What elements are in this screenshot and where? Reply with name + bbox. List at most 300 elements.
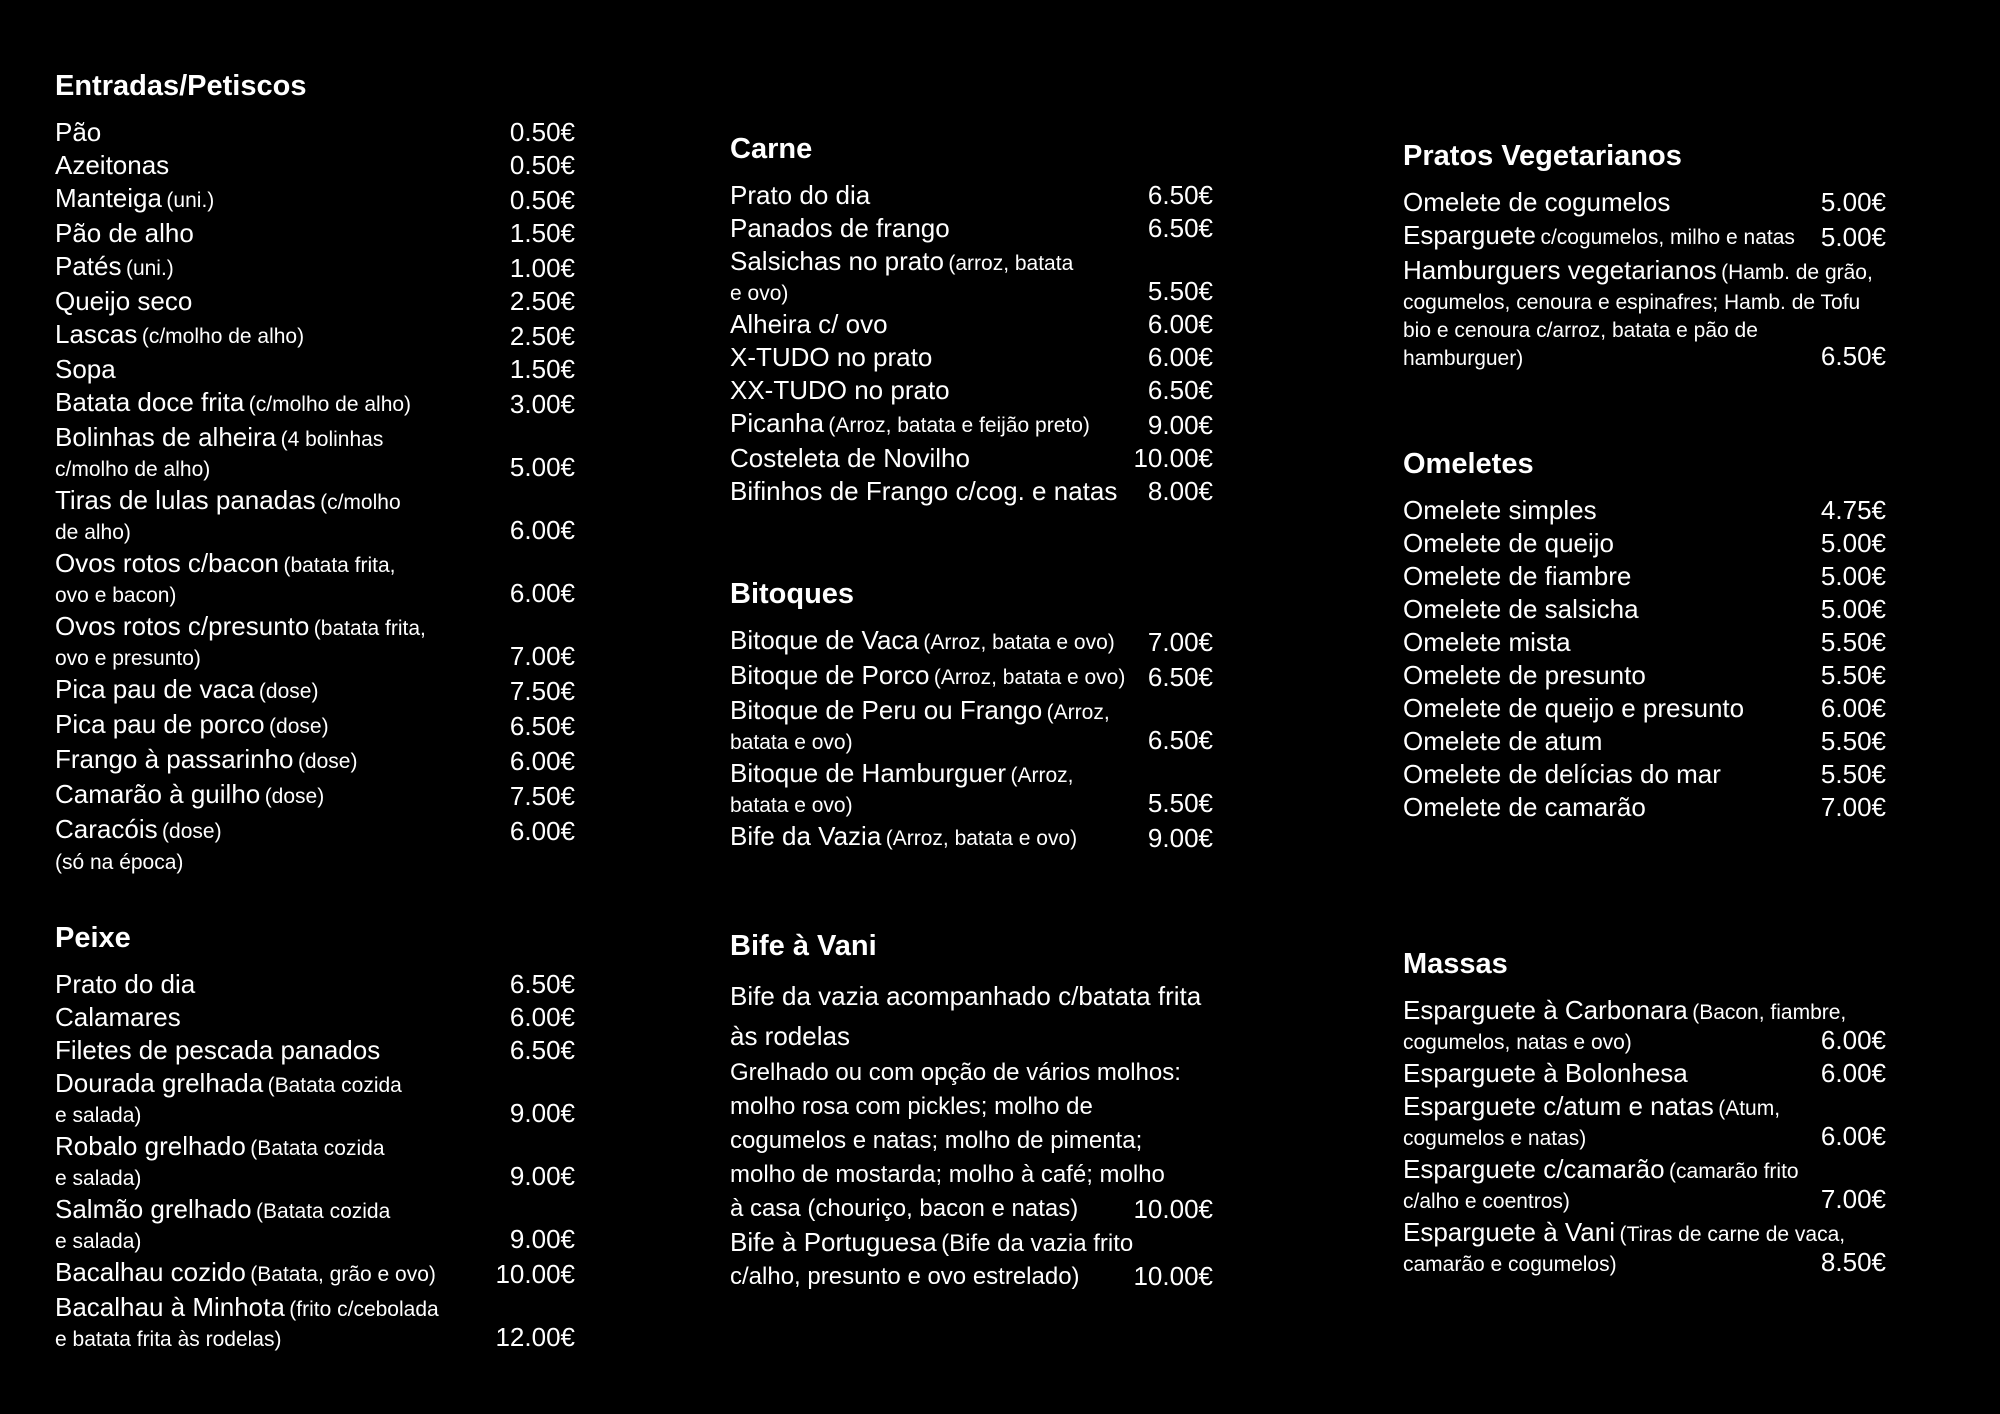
item-name: Lascas [55,319,138,349]
item-price: 7.00€ [1147,627,1213,657]
menu-item [730,694,1213,757]
item-label [55,217,502,250]
item-label [1403,560,1813,593]
item-note-line: de alho) [55,521,131,544]
menu-item [1403,626,1886,659]
item-price: 10.00€ [1133,1194,1213,1224]
item-label [1403,659,1813,692]
item-name: Bitoque de Hamburguer [730,758,1007,788]
item-price: 6.50€ [509,711,575,741]
item-price: 6.50€ [1147,213,1213,243]
item-price: 8.50€ [1820,1247,1886,1277]
item-name: Omelete de fiambre [1403,561,1632,591]
item-label [1403,219,1813,254]
menu-item [730,820,1213,855]
item-label [730,212,1140,245]
item-name: Picanha [730,408,824,438]
item-name: Pica pau de vaca [55,674,255,704]
item-name: Bife à Portuguesa [730,1227,937,1257]
section-entradas-petiscos [55,70,575,878]
item-note: (Batata cozida [267,1074,402,1097]
item-name: Pica pau de porco [55,709,265,739]
item-note: (Batata, grão e ovo) [250,1263,436,1286]
item-label [730,757,1140,820]
item-price: 9.00€ [1147,410,1213,440]
section-bitoques [730,578,1213,855]
section-title: Omeletes [1403,448,1534,480]
item-label [55,968,502,1001]
section-items [55,116,575,878]
item-note-line: batata e ovo) [730,794,853,817]
item-price: 7.50€ [509,676,575,706]
item-label [1403,692,1813,725]
item-price: 5.00€ [1820,561,1886,591]
menu-item [55,1067,575,1130]
item-name: Prato do dia [730,180,871,210]
menu-item [1403,659,1886,692]
menu-item [730,245,1213,308]
item-name-line: às rodelas [730,1021,850,1051]
item-label [55,708,502,743]
item-name: Esparguete c/atum e natas [1403,1091,1714,1121]
section-title: Peixe [55,922,131,954]
menu-item [730,976,1213,1056]
item-note-line: molho de mostarda; molho à café; molho [730,1161,1165,1188]
item-label [1403,593,1813,626]
menu-item [55,1130,575,1193]
item-name: Patés [55,251,122,281]
item-price: 6.00€ [509,746,575,776]
item-name: Prato do dia [55,969,196,999]
item-name: Omelete de queijo [1403,528,1615,558]
item-note: (Tiras de carne de vaca, [1619,1223,1846,1246]
item-label [1403,494,1813,527]
item-label [55,116,502,149]
menu-item [1403,1216,1886,1279]
item-note-line: molho rosa com pickles; molho de [730,1093,1093,1120]
menu-item [730,308,1213,341]
menu-item [55,116,575,149]
item-price: 6.50€ [1147,375,1213,405]
item-name: Dourada grelhada [55,1068,264,1098]
item-label [1403,1057,1813,1090]
item-price: 5.50€ [1147,788,1213,818]
item-note-line: bio e cenoura c/arroz, batata e pão de [1403,319,1758,342]
item-note: (dose) [269,715,329,738]
item-name: Salmão grelhado [55,1194,252,1224]
item-label [55,285,502,318]
section-title: Pratos Vegetarianos [1403,140,1682,172]
item-label [55,1256,487,1291]
item-note: (Arroz, [1010,764,1074,787]
item-label [1403,1216,1846,1279]
menu-item [730,757,1213,820]
menu-item [730,475,1213,508]
item-price: 5.00€ [1820,222,1886,252]
item-label [730,694,1140,757]
menu-item [55,217,575,250]
item-note-line: à casa (chouriço, bacon e natas) [730,1195,1079,1222]
item-note: (arroz, batata [948,252,1074,275]
item-note: (Hamb. de grão, [1721,261,1873,284]
item-note-line: c/molho de alho) [55,458,211,481]
item-note: (dose) [297,750,358,773]
menu-item [1403,593,1886,626]
item-price: 0.50€ [509,185,575,215]
item-price: 12.00€ [495,1322,575,1352]
item-note: (batata frita, [283,554,396,577]
item-price: 10.00€ [1133,1261,1213,1291]
item-note: (Atum, [1718,1097,1781,1120]
item-label [730,179,1140,212]
menu-item [55,250,575,285]
section-items [730,179,1213,508]
item-label [55,1193,502,1256]
item-price: 6.50€ [509,969,575,999]
menu-item [730,1226,1213,1293]
menu-item [55,421,575,484]
item-label [730,976,1213,1056]
menu-item [55,353,575,386]
menu-item [55,1034,575,1067]
item-note-line: cogumelos e natas; molho de pimenta; [730,1127,1143,1154]
item-label [55,484,502,547]
item-label [730,245,1140,308]
item-label [55,673,502,708]
item-note: (c/molho de alho) [141,325,305,348]
item-note: (camarão frito [1669,1160,1799,1183]
item-label [1403,758,1813,791]
item-price: 1.00€ [509,253,575,283]
item-label [1403,791,1813,824]
item-name: Batata doce frita [55,387,245,417]
menu-item [1403,994,1886,1057]
item-price: 6.50€ [1147,725,1213,755]
item-price: 9.00€ [1147,823,1213,853]
item-note-line: e salada) [55,1167,142,1190]
item-note-line: batata e ovo) [730,731,853,754]
item-note: (uni.) [166,189,215,212]
item-label [55,386,502,421]
section-title: Entradas/Petiscos [55,70,307,102]
menu-item [730,212,1213,245]
item-price: 1.50€ [509,354,575,384]
item-name: Bacalhau à Minhota [55,1292,285,1322]
item-note-line: camarão e cogumelos) [1403,1253,1617,1276]
item-price: 5.00€ [1820,187,1886,217]
menu-item [55,1291,575,1354]
item-note: (dose) [264,785,325,808]
item-price: 5.50€ [1820,726,1886,756]
menu-item [55,285,575,318]
item-note-line: hamburguer) [1403,347,1524,370]
item-label [1403,186,1813,219]
item-price: 5.50€ [1820,759,1886,789]
item-note: (Bife da vazia frito [941,1230,1134,1257]
item-label [55,610,502,673]
item-label [55,813,502,848]
item-name: Filetes de pescada panados [55,1035,381,1065]
item-note: (Arroz, [1046,701,1110,724]
menu-item [730,341,1213,374]
item-label [55,318,502,353]
item-price: 3.00€ [509,389,575,419]
menu-item [55,1001,575,1034]
menu-item [1403,527,1886,560]
item-note-line: e ovo) [730,282,789,305]
item-label [55,1291,487,1354]
item-name: Pão [55,117,102,147]
menu-item [1403,494,1886,527]
item-price: 5.50€ [1147,276,1213,306]
item-name: Bitoque de Peru ou Frango [730,695,1043,725]
menu-item [55,610,575,673]
item-name: Caracóis [55,814,158,844]
item-price: 2.50€ [509,286,575,316]
menu-item [730,659,1213,694]
item-note: (Batata cozida [256,1200,391,1223]
item-name: Omelete de salsicha [1403,594,1639,624]
menu-item [55,1193,575,1256]
menu-item [55,182,575,217]
section-title: Bife à Vani [730,930,877,962]
item-name: Ovos rotos c/bacon [55,548,279,578]
item-price: 5.00€ [509,452,575,482]
section-massas [1403,948,1886,1279]
item-label [730,659,1140,694]
item-price: 2.50€ [509,321,575,351]
item-name: Omelete mista [1403,627,1571,657]
item-name: Esparguete c/camarão [1403,1154,1665,1184]
item-name: Bifinhos de Frango c/cog. e natas [730,476,1118,506]
menu-item [55,386,575,421]
item-note-line: e salada) [55,1230,142,1253]
item-price: 1.50€ [509,218,575,248]
item-name: Panados de frango [730,213,950,243]
item-price: 6.00€ [509,1002,575,1032]
item-label [1403,994,1847,1057]
item-note-line: cogumelos, natas e ovo) [1403,1031,1632,1054]
item-note: (Arroz, batata e feijão preto) [828,414,1090,437]
menu-item [1403,219,1886,254]
item-name: Omelete de cogumelos [1403,187,1671,217]
item-label [55,1067,502,1130]
item-note: (4 bolinhas [280,428,384,451]
menu-item [55,673,575,708]
item-note: (c/molho de alho) [248,393,412,416]
item-price: 6.00€ [1820,1058,1886,1088]
item-price: 6.00€ [509,578,575,608]
item-name: Bife da Vazia [730,821,882,851]
item-label [55,547,502,610]
item-note: (Arroz, batata e ovo) [885,827,1078,850]
item-price: 7.00€ [509,641,575,671]
item-price: 6.00€ [509,515,575,545]
item-name: Esparguete à Vani [1403,1217,1615,1247]
item-note: (dose) [162,820,222,843]
item-name: Omelete de atum [1403,726,1603,756]
item-price: 10.00€ [1133,443,1213,473]
item-price: 9.00€ [509,1098,575,1128]
item-name: Bitoque de Vaca [730,625,919,655]
menu-item [730,179,1213,212]
item-price: 6.00€ [1147,309,1213,339]
menu-item [730,374,1213,407]
item-name: Salsichas no prato [730,246,944,276]
menu-item [1403,560,1886,593]
item-name: Robalo grelhado [55,1131,246,1161]
item-name: Alheira c/ ovo [730,309,888,339]
item-name: Omelete simples [1403,495,1597,525]
menu-item [55,708,575,743]
item-name: Esparguete à Bolonhesa [1403,1058,1688,1088]
section-bife-a-vani [730,930,1213,1293]
item-label [730,407,1140,442]
item-note-line: e batata frita às rodelas) [55,1328,282,1351]
section-title: Carne [730,133,813,165]
menu-item [55,813,575,848]
menu-item [1403,692,1886,725]
item-note-line: cogumelos e natas) [1403,1127,1587,1150]
item-name: Azeitonas [55,150,170,180]
item-label [55,250,502,285]
item-name: Omelete de queijo e presunto [1403,693,1745,723]
item-note: (Bacon, fiambre, [1692,1001,1847,1024]
section-title: Massas [1403,948,1508,980]
item-note-line: e salada) [55,1104,142,1127]
item-label [1403,527,1813,560]
section-items [730,976,1213,1293]
menu-item [730,442,1213,475]
item-name: Frango à passarinho [55,744,294,774]
section-items [1403,494,1886,824]
section-carne [730,133,1213,508]
item-name: Bacalhau cozido [55,1257,246,1287]
item-label [730,341,1140,374]
menu-item [730,624,1213,659]
item-price: 7.50€ [509,781,575,811]
item-label [730,442,1125,475]
item-name: Pão de alho [55,218,194,248]
item-label [55,848,575,878]
item-label [730,1226,1134,1293]
menu-item [55,848,575,878]
item-label [1403,1153,1813,1216]
item-name: Bolinhas de alheira [55,422,277,452]
item-price: 0.50€ [509,150,575,180]
item-label [730,374,1140,407]
item-note: (só na época) [55,851,184,874]
menu-item [55,149,575,182]
item-price: 6.50€ [509,1035,575,1065]
item-label [55,1034,502,1067]
menu-item [1403,1153,1886,1216]
section-pratos-vegetarianos [1403,140,1886,373]
item-note-line: c/alho e coentros) [1403,1190,1570,1213]
item-name: XX-TUDO no prato [730,375,950,405]
menu-item [55,547,575,610]
item-price: 5.50€ [1820,660,1886,690]
menu-item [1403,791,1886,824]
item-label [55,149,502,182]
item-price: 9.00€ [509,1224,575,1254]
section-title: Bitoques [730,578,855,610]
section-items [1403,186,1886,373]
item-note-line: ovo e presunto) [55,647,201,670]
menu-item [1403,725,1886,758]
item-price: 0.50€ [509,117,575,147]
menu-item [730,1056,1213,1226]
item-label [1403,626,1813,659]
item-note-line: cogumelos, cenoura e espinafres; Hamb. de Tofu [1403,291,1861,314]
item-label [730,624,1140,659]
item-name: Costeleta de Novilho [730,443,970,473]
item-name: Omelete de camarão [1403,792,1646,822]
item-price: 6.00€ [1820,1121,1886,1151]
item-price: 7.00€ [1820,1184,1886,1214]
item-price: 8.00€ [1147,476,1213,506]
item-note: (Arroz, batata e ovo) [933,666,1126,689]
item-label [1403,725,1813,758]
item-name: Omelete de presunto [1403,660,1646,690]
menu-item [55,1256,575,1291]
item-note: (frito c/cebolada [289,1298,439,1321]
item-name: Manteiga [55,183,162,213]
menu-item [55,743,575,778]
item-name: Queijo seco [55,286,193,316]
menu-item [1403,1057,1886,1090]
item-label [55,1130,502,1193]
menu-item [55,968,575,1001]
item-note: (batata frita, [313,617,426,640]
section-items [55,968,575,1354]
item-name: Omelete de delícias do mar [1403,759,1721,789]
item-note: (Batata cozida [250,1137,385,1160]
item-name: Hamburguers vegetarianos [1403,255,1717,285]
item-name: Calamares [55,1002,181,1032]
item-name: Esparguete à Carbonara [1403,995,1688,1025]
item-name: Esparguete [1403,220,1536,250]
menu-item [1403,1090,1886,1153]
item-name: Sopa [55,354,116,384]
menu-item [55,318,575,353]
section-items [1403,994,1886,1279]
menu-item [55,484,575,547]
item-note-line: ovo e bacon) [55,584,177,607]
item-note-line: Grelhado ou com opção de vários molhos: [730,1059,1181,1086]
section-items [730,624,1213,855]
item-price: 4.75€ [1820,495,1886,525]
item-label [1403,1090,1813,1153]
item-name: Tiras de lulas panadas [55,485,316,515]
section-peixe [55,922,575,1354]
item-price: 6.00€ [509,816,575,846]
section-omeletes [1403,448,1886,824]
item-note: (Arroz, batata e ovo) [923,631,1115,654]
item-price: 6.00€ [1820,693,1886,723]
item-note: (dose) [258,680,319,703]
item-label [730,820,1140,855]
item-label [730,308,1140,341]
item-note: (c/molho [320,491,401,514]
item-price: 7.00€ [1820,792,1886,822]
item-name-line: Bife da vazia acompanhado c/batata frita [730,981,1202,1011]
item-label [55,1001,502,1034]
item-label [55,421,502,484]
item-name: Camarão à guilho [55,779,261,809]
item-note: (uni.) [125,257,174,280]
item-price: 6.50€ [1820,341,1886,371]
